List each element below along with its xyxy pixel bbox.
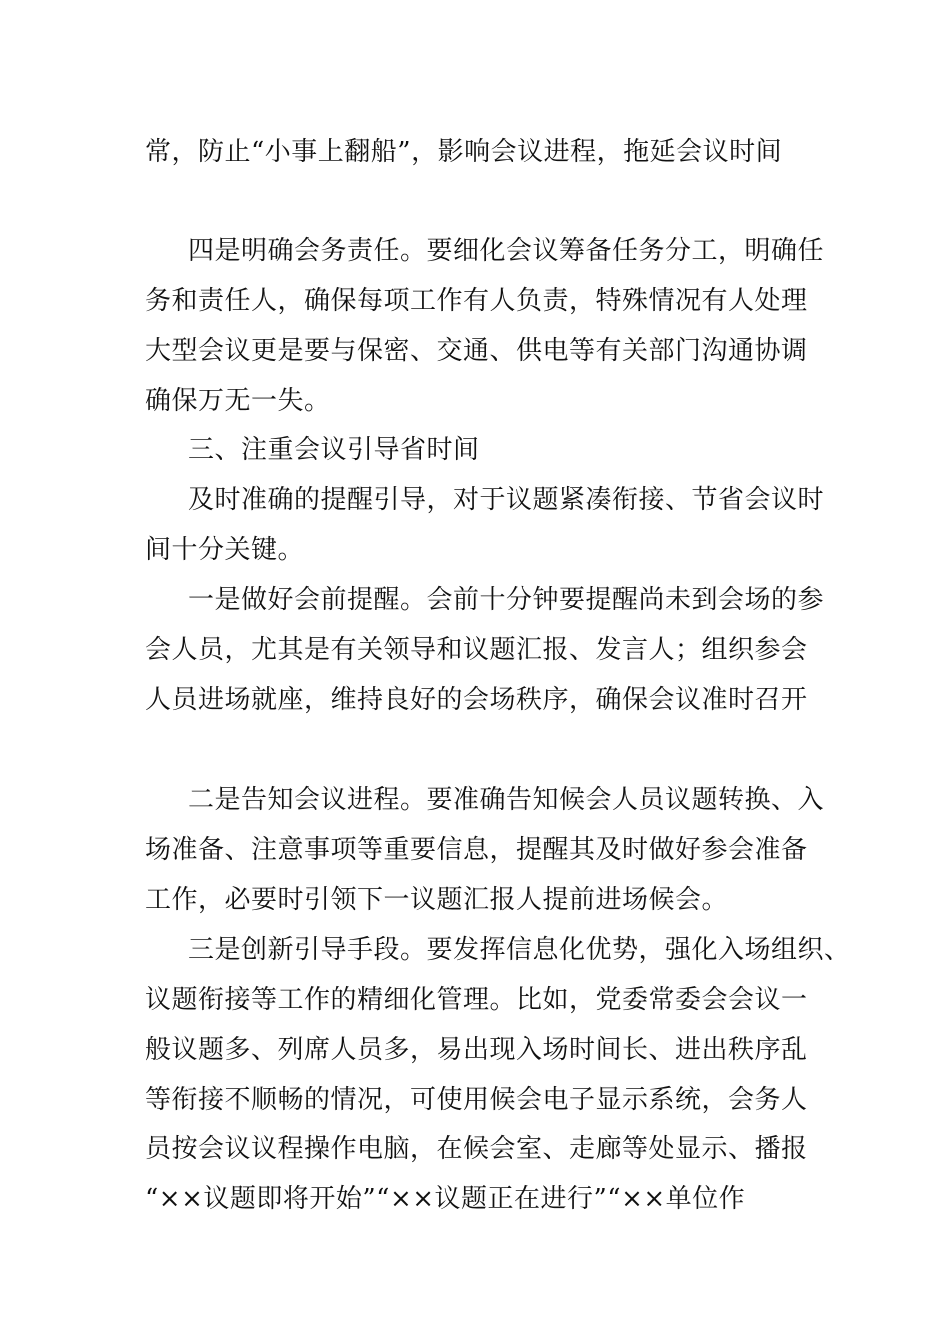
paragraph-first-line: 及时准确的提醒引导，对于议题紧凑衔接、节省会议时 [188, 485, 825, 515]
text-line: 确保万无一失。 [145, 386, 331, 416]
text-line: 会人员，尤其是有关领导和议题汇报、发言人；组织参会 [145, 635, 808, 665]
text-line: 人员进场就座，维持良好的会场秩序，确保会议准时召开 [145, 685, 808, 715]
paragraph-first-line: 二是告知会议进程。要准确告知候会人员议题转换、入 [188, 785, 825, 815]
text-line: 常，防止“小事上翻船”，影响会议进程，拖延会议时间 [145, 137, 783, 167]
text-line: “××议题即将开始”“××议题正在进行”“××单位作 [145, 1184, 746, 1214]
text-line: 工作，必要时引领下一议题汇报人提前进场候会。 [145, 885, 729, 915]
paragraph-first-line: 四是明确会务责任。要细化会议筹备任务分工，明确任 [188, 236, 825, 266]
paragraph-first-line: 一是做好会前提醒。会前十分钟要提醒尚未到会场的参 [188, 585, 825, 615]
paragraph-first-line: 三是创新引导手段。要发挥信息化优势，强化入场组织、 [188, 935, 851, 965]
text-line: 务和责任人，确保每项工作有人负责，特殊情况有人处理 [145, 286, 808, 316]
section-heading: 三、注重会议引导省时间 [188, 435, 480, 465]
text-line: 大型会议更是要与保密、交通、供电等有关部门沟通协调 [145, 336, 808, 366]
text-line: 般议题多、列席人员多，易出现入场时间长、进出秩序乱 [145, 1035, 808, 1065]
text-line: 等衔接不顺畅的情况，可使用候会电子显示系统，会务人 [145, 1085, 808, 1115]
text-line: 间十分关键。 [145, 535, 305, 565]
text-line: 场准备、注意事项等重要信息，提醒其及时做好参会准备 [145, 835, 808, 865]
text-line: 议题衔接等工作的精细化管理。比如，党委常委会会议一 [145, 985, 808, 1015]
text-line: 员按会议议程操作电脑，在候会室、走廊等处显示、播报 [145, 1134, 808, 1164]
